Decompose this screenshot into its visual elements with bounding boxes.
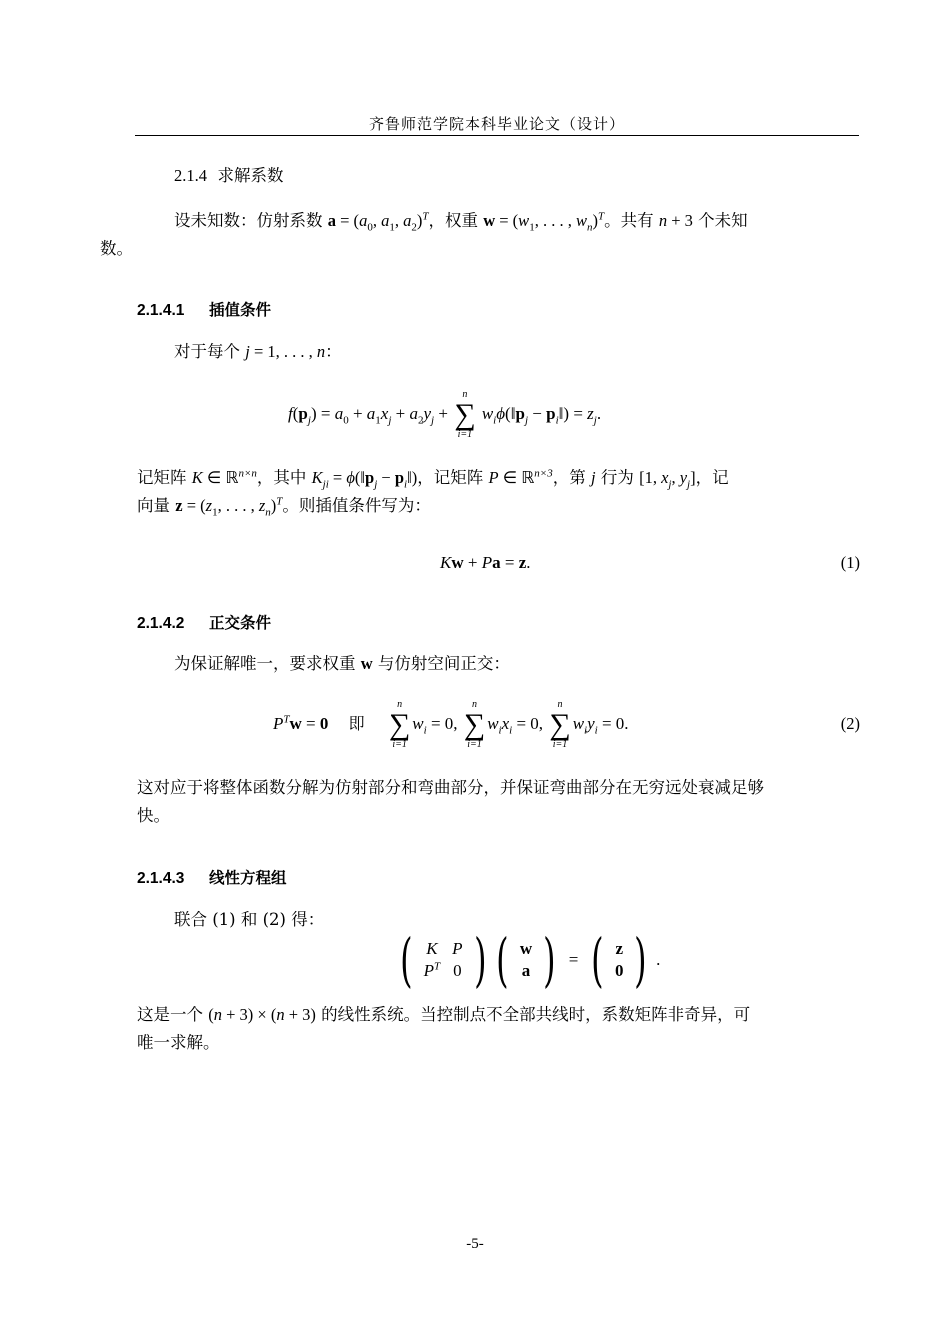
section-heading bbox=[174, 162, 284, 190]
running-header: 齐鲁师范学院本科毕业论文（设计） bbox=[368, 115, 625, 133]
matrix-definition-paragraph: 记矩阵 K ∈ ℝ$^{n\times n}$，其中 $K_{ji}$ = $\phi(‖p_j$ − $p_i‖$)，记矩阵 P ∈ ℝ$^{n\times 3}$，第 j 行为 [1, $x_j$, $y_j$]，记 向量 $z = (z_1$, . . . , $z_n)^T$。则插值条件写为： bbox=[137, 467, 729, 519]
block-matrix-equation: ( K P $P^T$ 0 ) ( w a ) = ( z 0 ) . bbox=[400, 926, 661, 994]
page-number: -5- bbox=[466, 1236, 484, 1252]
header-rule bbox=[135, 135, 859, 136]
interpolation-lead: 对于每个 j = 1, . . . , n： bbox=[174, 342, 342, 361]
equation-2: $P^Tw = 0$ 即 n ∑ i=1 $w_i = 0$, n ∑ i=1 $w_ix_i = 0$, n ∑ i=1 $w_iy_i = 0$. bbox=[273, 699, 629, 751]
equation-1-label: (1) bbox=[840, 553, 860, 572]
section-number: 2.1.4 bbox=[174, 166, 207, 185]
subsection-heading-orthogonality: 2.1.4.2 正交条件 bbox=[137, 615, 272, 632]
equation-2-label: (2) bbox=[840, 714, 860, 733]
decomposition-paragraph: 这对应于将整体函数分解为仿射部分和弯曲部分，并保证弯曲部分在无穷远处衰减足够 快。 bbox=[137, 778, 764, 825]
subsection-heading-interpolation: 2.1.4.1 插值条件 bbox=[137, 302, 272, 319]
equation-1: Kw + Pa = z. bbox=[440, 553, 531, 572]
subsection-heading-linear-system: 2.1.4.3 线性方程组 bbox=[137, 870, 287, 887]
section-title: 求解系数 bbox=[217, 166, 284, 185]
interpolation-equation: $f(p_j) = a_0 + a_1x_j + a_2y_j$ + n ∑ i=1 $w_i\phi(‖p_j$ − $p_i‖) = z_j$. bbox=[288, 389, 602, 441]
intro-paragraph: 设未知数：仿射系数 $a = (a_0$, $a_1$, $a_2)^T$，权重 $w = (w_1$, . . . , $w_n)^T$。共有 n + 3 个未知 数。 bbox=[100, 210, 748, 258]
linear-system-lead: 联合 (1) 和 (2) 得： bbox=[174, 910, 325, 929]
orthogonality-lead: 为保证解唯一，要求权重 w 与仿射空间正交： bbox=[174, 654, 510, 673]
final-paragraph: 这是一个 (n + 3) × (n + 3) 的线性系统。当控制点不全部共线时，系数矩阵非奇异，可 唯一求解。 bbox=[137, 1005, 751, 1052]
